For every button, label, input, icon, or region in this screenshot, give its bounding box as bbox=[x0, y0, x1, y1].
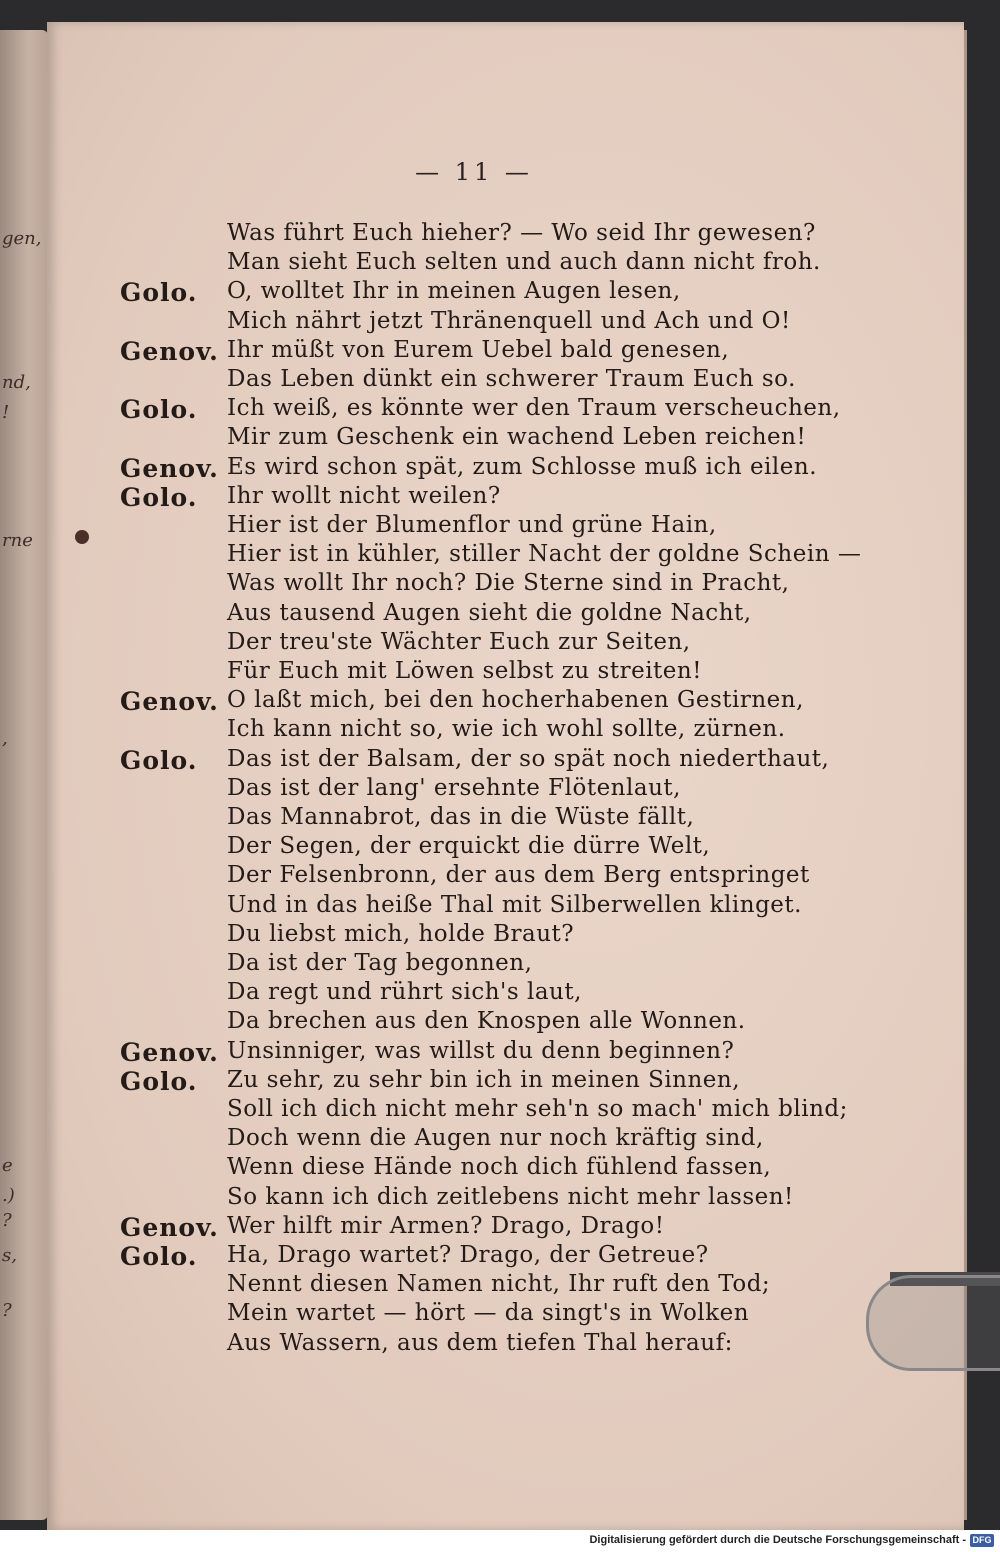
verse-text: Du liebst mich, holde Braut? bbox=[227, 920, 575, 947]
verse-text: Ha, Drago wartet? Drago, der Getreue? bbox=[227, 1242, 709, 1268]
left-page-fragment: gen, bbox=[2, 228, 42, 249]
verse-text: Und in das heiße Thal mit Silberwellen klinget. bbox=[227, 891, 802, 918]
page-clip bbox=[866, 1275, 1000, 1371]
verse-text: Das ist der lang' ersehnte Flötenlaut, bbox=[227, 774, 681, 801]
verse-text: Ich weiß, es könnte wer den Traum verscheuchen, bbox=[227, 395, 841, 422]
dfg-logo: DFG bbox=[970, 1534, 994, 1547]
verse-text: Das Mannabrot, das in die Wüste fällt, bbox=[227, 804, 695, 830]
verse-text: Mir zum Geschenk ein wachend Leben reichen! bbox=[227, 424, 807, 451]
verse-text: Mein wartet — hört — da singt's in Wolken bbox=[227, 1300, 750, 1327]
left-page-fragment: s, bbox=[2, 1245, 17, 1266]
verse-text: Der treu'ste Wächter Euch zur Seiten, bbox=[227, 628, 691, 655]
verse-text: Für Euch mit Löwen selbst zu streiten! bbox=[227, 658, 702, 684]
verse-text: Aus Wassern, aus dem tiefen Thal herauf: bbox=[227, 1329, 733, 1356]
speaker-name: Golo. bbox=[120, 745, 198, 775]
speaker-name: Golo. bbox=[120, 1066, 198, 1096]
left-page-fragment: rne bbox=[2, 530, 33, 551]
speaker-name: Genov. bbox=[120, 687, 219, 717]
verse-text: Ihr müßt von Eurem Uebel bald genesen, bbox=[227, 336, 730, 363]
verse-text: So kann ich dich zeitlebens nicht mehr lassen! bbox=[227, 1183, 794, 1210]
verse-text: Zu sehr, zu sehr bin ich in meinen Sinnen, bbox=[227, 1066, 741, 1093]
footer-bar bbox=[0, 1530, 1000, 1552]
verse-text: Das ist der Balsam, der so spät noch niederthaut, bbox=[227, 745, 830, 772]
verse-text: Doch wenn die Augen nur noch kräftig sind, bbox=[227, 1125, 764, 1152]
verse-text: Hier ist in kühler, stiller Nacht der goldne Schein — bbox=[227, 541, 862, 568]
verse-text: Wenn diese Hände noch dich fühlend fassen, bbox=[227, 1154, 772, 1181]
left-page-edge bbox=[0, 30, 48, 1520]
verse-text: O laßt mich, bei den hocherhabenen Gestirnen, bbox=[227, 687, 804, 714]
speaker-name: Genov. bbox=[120, 1212, 219, 1242]
verse-text: Hier ist der Blumenflor und grüne Hain, bbox=[227, 512, 717, 538]
speaker-name: Golo. bbox=[120, 278, 198, 308]
left-page-fragment: .) bbox=[2, 1185, 15, 1206]
verse-text: Wer hilft mir Armen? Drago, Drago! bbox=[227, 1212, 665, 1239]
footer-credit: Digitalisierung gefördert durch die Deutsche Forschungsgemeinschaft - bbox=[589, 1534, 966, 1546]
speaker-name: Genov. bbox=[120, 336, 219, 366]
left-page-fragment: , bbox=[2, 728, 8, 749]
verse-text: Soll ich dich nicht mehr seh'n so mach' mich blind; bbox=[227, 1096, 848, 1122]
verse-text: Man sieht Euch selten und auch dann nicht froh. bbox=[227, 249, 821, 276]
speaker-name: Golo. bbox=[120, 1242, 198, 1271]
verse-text: Nennt diesen Namen nicht, Ihr ruft den Tod; bbox=[227, 1271, 771, 1298]
left-page-fragment: ? bbox=[2, 1300, 12, 1321]
verse-text: Aus tausend Augen sieht die goldne Nacht, bbox=[227, 599, 752, 626]
verse-text: Da regt und rührt sich's laut, bbox=[227, 979, 582, 1006]
verse-text: Der Segen, der erquickt die dürre Welt, bbox=[227, 833, 711, 860]
page-number: — 11 — bbox=[415, 158, 533, 186]
verse-text: Ihr wollt nicht weilen? bbox=[227, 482, 501, 509]
speaker-name: Genov. bbox=[120, 1037, 219, 1067]
verse-text: Das Leben dünkt ein schwerer Traum Euch so. bbox=[227, 366, 796, 392]
speaker-name: Genov. bbox=[120, 453, 219, 483]
verse-text: Da brechen aus den Knospen alle Wonnen. bbox=[227, 1008, 746, 1035]
left-page-fragment: ! bbox=[2, 402, 10, 423]
verse-text: Ich kann nicht so, wie ich wohl sollte, zürnen. bbox=[227, 716, 786, 743]
speaker-name: Golo. bbox=[120, 482, 198, 512]
verse-text: Was führt Euch hieher? — Wo seid Ihr gewesen? bbox=[227, 220, 816, 246]
verse-text: Was wollt Ihr noch? Die Sterne sind in Pracht, bbox=[227, 570, 790, 597]
verse-text: Mich nährt jetzt Thränenquell und Ach und O! bbox=[227, 307, 791, 334]
left-page-fragment: nd, bbox=[2, 372, 31, 393]
speaker-name: Golo. bbox=[120, 395, 198, 425]
verse-text: Unsinniger, was willst du denn beginnen? bbox=[227, 1037, 735, 1064]
left-page-fragment: e bbox=[2, 1155, 13, 1176]
left-page-fragment: ? bbox=[2, 1210, 12, 1231]
verse-text: Da ist der Tag begonnen, bbox=[227, 950, 533, 976]
ink-spot bbox=[75, 530, 89, 544]
verse-text: Der Felsenbronn, der aus dem Berg entspringet bbox=[227, 862, 810, 889]
verse-text: Es wird schon spät, zum Schlosse muß ich eilen. bbox=[227, 453, 817, 480]
verse-text: O, wolltet Ihr in meinen Augen lesen, bbox=[227, 278, 681, 305]
